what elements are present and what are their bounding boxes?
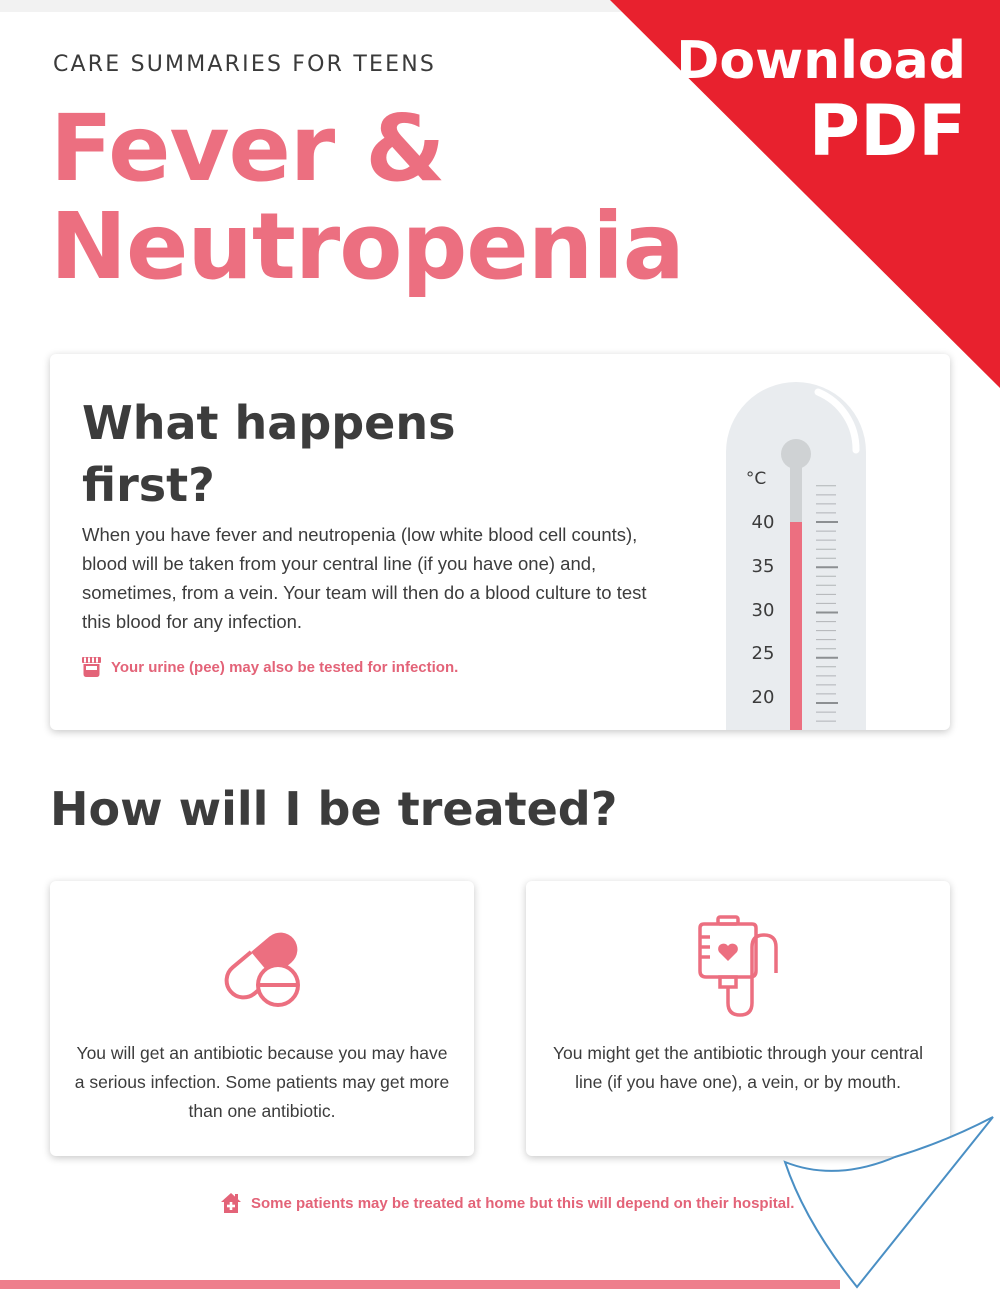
pill-icon <box>212 915 312 1015</box>
iv-line-card-text: You might get the antibiotic through your central line (if you have one), a vein, or by mouth. <box>552 1043 923 1092</box>
home-treatment-note <box>220 1192 794 1214</box>
title-line-2: Neutropenia <box>50 193 684 300</box>
thermometer-label-30: 30 <box>751 600 775 621</box>
antibiotic-card-text: You will get an antibiotic because you may have a serious infection. Some patients may get more than one antibiotic. <box>74 1043 450 1121</box>
antibiotic-card <box>50 881 474 1156</box>
title-line-1: Fever & <box>50 95 445 202</box>
bottom-accent-bar <box>0 1280 840 1289</box>
download-pdf-button[interactable] <box>676 30 966 170</box>
temperature-unit: °C <box>745 469 767 489</box>
what-happens-first-card <box>50 354 950 730</box>
thermometer-label-40: 40 <box>751 512 775 533</box>
page-curl-decoration <box>775 1112 1000 1293</box>
what-happens-first-heading <box>82 392 502 516</box>
urine-cup-icon <box>81 656 102 678</box>
thermometer-label-35: 35 <box>751 556 775 577</box>
page-title <box>50 95 684 300</box>
thermometer-illustration <box>726 382 872 730</box>
thermometer-label-25: 25 <box>751 643 775 664</box>
treatment-heading: How will I be treated? <box>50 782 618 836</box>
heading-line-1: What happens <box>82 396 456 450</box>
series-label: CARE SUMMARIES FOR TEENS <box>53 52 437 77</box>
pdf-label: PDF <box>808 90 966 172</box>
heading-line-2: first? <box>82 458 215 512</box>
download-pdf-corner[interactable] <box>610 0 1000 390</box>
urine-test-note-text: Your urine (pee) may also be tested for infection. <box>111 658 459 676</box>
home-treatment-note-text: Some patients may be treated at home but this will depend on their hospital. <box>251 1194 795 1212</box>
home-medical-icon <box>220 1192 242 1214</box>
iv-bag-icon <box>688 915 788 1019</box>
urine-test-note <box>81 656 458 678</box>
what-happens-first-body: When you have fever and neutropenia (low white blood cell counts), blood will be taken from your central line (if you have one) and, sometimes, from a vein. Your team will then do a blood culture to test this blood for any infection. <box>82 524 647 632</box>
download-label: Download <box>676 31 966 91</box>
thermometer-label-20: 20 <box>751 687 775 708</box>
